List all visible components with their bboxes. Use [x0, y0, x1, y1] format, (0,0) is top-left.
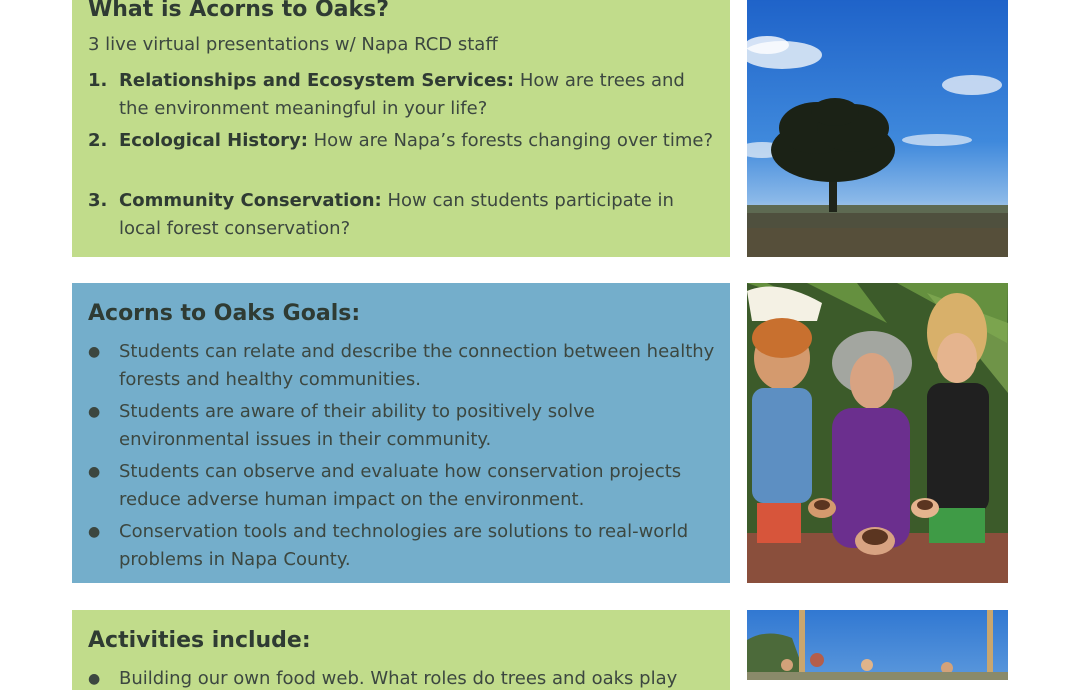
activities-panel [72, 610, 730, 690]
acorns-group-photo [747, 283, 1008, 583]
item-title: Relationships and Ecosystem Services: [119, 70, 515, 91]
intro-heading: What is Acorns to Oaks? [88, 0, 390, 22]
item-text: How can students participate in local forest conservation? [119, 190, 674, 239]
bullet-icon: ● [88, 344, 101, 360]
list-item [88, 187, 716, 243]
list-item [88, 458, 716, 514]
goal-text: Students can relate and describe the connection between healthy forests and healthy communities. [119, 341, 715, 390]
intro-panel [72, 0, 730, 257]
item-number: 3. [88, 190, 108, 211]
planting-activity-photo [747, 610, 1008, 680]
item-number: 2. [88, 130, 108, 151]
item-text: How are trees and the environment meaningful in your life? [119, 70, 685, 119]
goals-heading: Acorns to Oaks Goals: [88, 301, 361, 326]
goal-text: Students can observe and evaluate how conservation projects reduce adverse human impact on the environment. [119, 461, 682, 510]
bullet-icon: ● [88, 524, 101, 540]
intro-subheading: 3 live virtual presentations w/ Napa RCD staff [88, 34, 498, 55]
list-item [88, 67, 716, 123]
oak-tree-photo [747, 0, 1008, 257]
list-item [88, 338, 716, 394]
bullet-icon: ● [88, 464, 101, 480]
goal-text: Conservation tools and technologies are solutions to real-world problems in Napa County. [119, 521, 689, 570]
list-item [88, 398, 716, 454]
item-text: How are Napa’s forests changing over time? [313, 130, 714, 151]
activity-text: Building our own food web. What roles do trees and oaks play [119, 668, 678, 689]
goal-text: Students are aware of their ability to positively solve environmental issues in their community. [119, 401, 595, 450]
bullet-icon: ● [88, 671, 101, 687]
goals-panel [72, 283, 730, 583]
item-title: Ecological History: [119, 130, 308, 151]
activities-heading: Activities include: [88, 628, 311, 653]
item-title: Community Conservation: [119, 190, 382, 211]
list-item [88, 518, 716, 574]
list-item [88, 127, 716, 155]
item-number: 1. [88, 70, 108, 91]
list-item [88, 665, 716, 693]
bullet-icon: ● [88, 404, 101, 420]
